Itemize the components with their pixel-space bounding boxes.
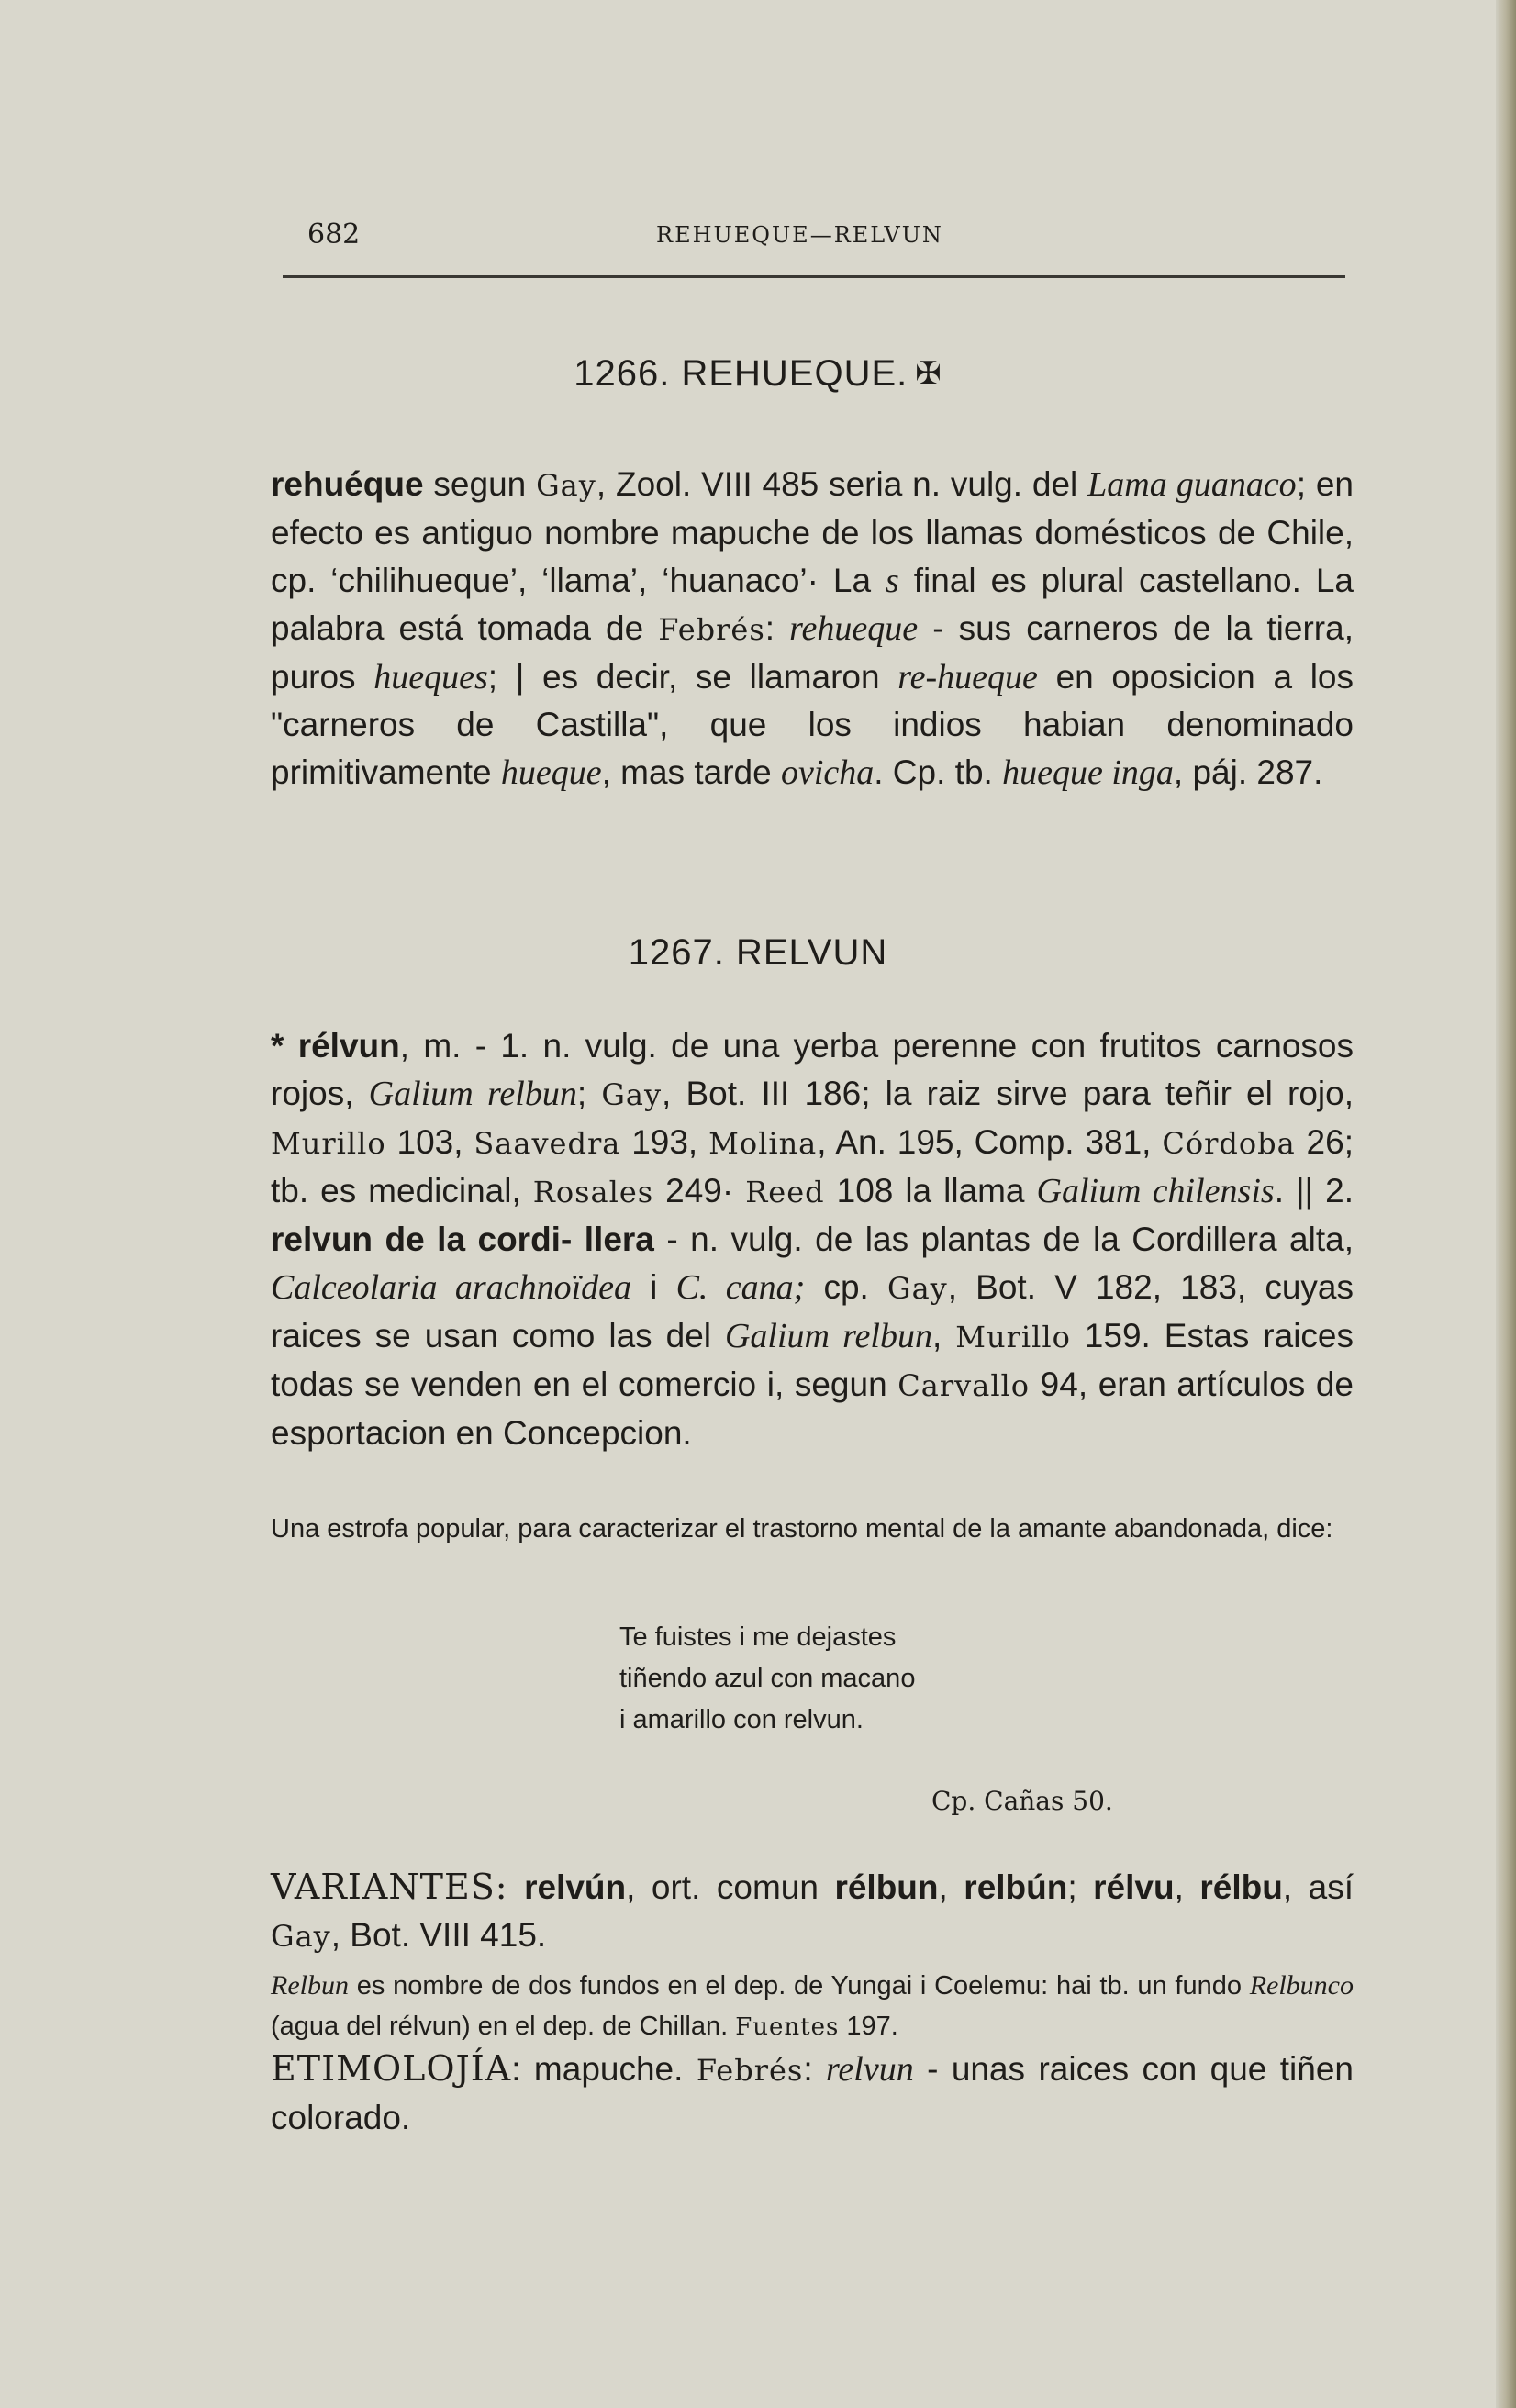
verse-citation: Cp. Cañas 50.: [931, 1786, 1113, 1816]
header-rule: [283, 275, 1345, 278]
page-number: 682: [307, 218, 361, 251]
entry-body-1266: rehuéque segun Gay, Zool. VIII 485 seria n. vulg. del Lama guanaco; en efecto es antiguo nombre mapuche de los llamas domésticos de Chile, cp. ‘chilihueque’, ‘llama’, ‘huanaco’· La s final es plural castellano. La palabra está tomada de Febrés: rehueque - sus carneros de la tierra, puros hueques; | es decir, se llamaron re-hueque en oposicion a los "carneros de Castilla", que los indios habian denominado primitivamente hueque, mas tarde ovicha. Cp. tb. hueque inga, páj. 287.: [271, 465, 1354, 792]
entry-body-1267: * rélvun, m. - 1. n. vulg. de una yerba perenne con frutitos carnosos rojos, Galium relbun; Gay, Bot. III 186; la raiz sirve para teñir el rojo, Murillo 103, Saavedra 193, Molina, An. 195, Comp. 381, Córdoba 26; tb. es medicinal, Rosales 249· Reed 108 la llama Galium chilensis. || 2. relvun de la cordi- llera - n. vulg. de las plantas de la Cordillera alta, Calceolaria arachnoïdea i C. cana; cp. Gay, Bot. V 182, 183, cuyas raices se usan como las del Galium relbun, Murillo 159. Estas raices todas se venden en el comercio i, segun Carvallo 94, eran artículos de esportacion en Concepcion.: [271, 1027, 1354, 1452]
verse-line: i amarillo con relvun.: [619, 1705, 864, 1734]
variants-label: VARIANTES:: [271, 1867, 508, 1907]
running-head: REHUEQUE—RELVUN: [656, 222, 943, 248]
cross-icon: ✠: [915, 356, 942, 391]
headword: rélvun: [297, 1027, 400, 1065]
variants-paragraph: VARIANTES: relvún, ort. comun rélbun, relbún; rélvu, rélbu, así Gay, Bot. VIII 415.: [271, 1867, 1354, 1954]
verse-block: [619, 1617, 915, 1741]
place-names-paragraph: Relbun es nombre de dos fundos en el dep. de Yungai i Coelemu: hai tb. un fundo Relbunco (agua del rélvun) en el dep. de Chillan. Fuentes 197.: [271, 1970, 1354, 2041]
verse-line: Te fuistes i me dejastes: [619, 1622, 897, 1652]
entry-title-text: 1266. REHUEQUE.: [574, 353, 908, 394]
headword: rehuéque: [271, 465, 424, 503]
entry-title-1267: 1267. RELVUN: [628, 932, 888, 973]
page-header: [307, 218, 1344, 264]
note-paragraph: Una estrofa popular, para caracterizar el trastorno mental de la amante abandonada, dice:: [271, 1514, 1333, 1544]
entry-title-1266: [0, 353, 1516, 395]
verse-line: tiñendo azul con macano: [619, 1664, 916, 1693]
etymology-paragraph: ETIMOLOJÍA: mapuche. Febrés: relvun - unas raices con que tiñen colorado.: [271, 2048, 1354, 2136]
etymology-label: ETIMOLOJÍA: [271, 2048, 512, 2089]
